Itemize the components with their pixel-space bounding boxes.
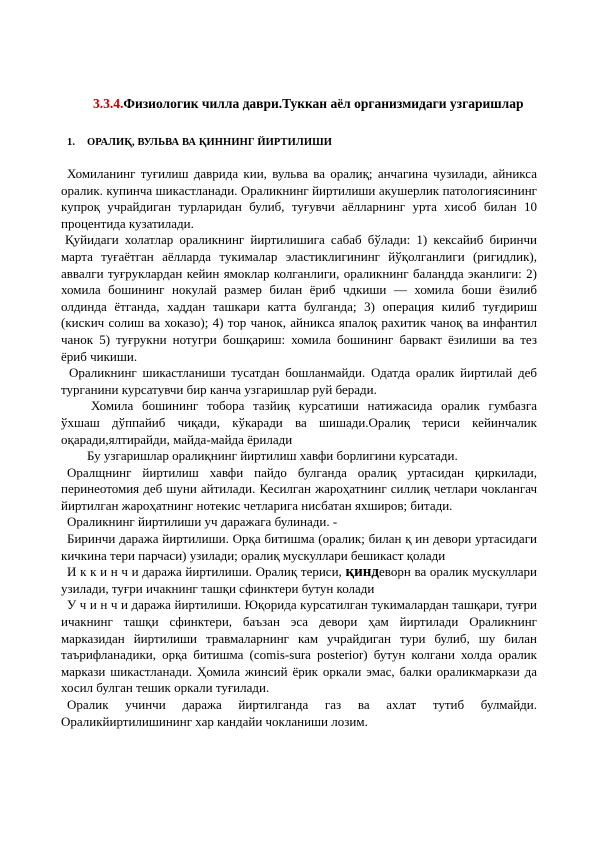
- paragraph: Бу узгаришлар оралиқнинг йиртилиш хавфи борлигини курсатади.: [87, 448, 458, 464]
- paragraph: Биринчи даража йиртилиши. Орқа битишма (оралик; билан қ ин девори уртасидаги кичкина тери парчаси) узилади; оралиқ мускуллари бешикаст қолади: [61, 531, 537, 563]
- section-title: [93, 96, 573, 113]
- paragraph-part: еворн ва оралик мускуллари узилади, туғри ичакнинг ташқи сфинктери бутун колади: [61, 564, 538, 596]
- subsection-heading: [67, 135, 332, 152]
- paragraph: Қуйидаги холатлар ораликнинг йиртилишига сабаб бўлади: 1) кексайиб биринчи марта туғаётган аёлларда тукималар эластиклигининг йўқолганлиги (ригидлик), аввалги туғруклардан кейин ямоклар колганлиги, ораликнинг баландда эканлиги: 2) хомила бошининг нокулай размер билан ёриб чдкиши — хомила боши ёзилиб олдинда ётганда, хаддан ташкари катта булганда; 3) операция килиб туғдириш (кискич солиш ва хоказо); 4) тор чанок, айникса япалоқ рахитик чаноқ ва инфантил чанок 5) туғрукни нотугри бошқариш: хомила бошининг барвакт ёзилиши ва тез ёриб чикиши.: [61, 232, 537, 364]
- subsection-heading-text: ОРАЛИҚ, ВУЛЬВА ВА ҚИННИНГ ЙИРТИЛИШИ: [87, 137, 333, 148]
- section-title-text: Физиологик чилла даври.Туккан аёл организмидаги узгаришлар: [123, 96, 524, 111]
- paragraph: Оралик учинчи даража йиртилганда газ ва ахлат тутиб булмайди. Ораликйиртилишининг хар кандайи чокланиши лозим.: [61, 697, 537, 729]
- subsection-number: 1.: [67, 137, 76, 148]
- paragraph: Ораликнинг шикастланиши тусатдан бошланмайди. Одатда оралик йиртилай деб турганини курсатувчи бир канча узгаришлар руй беради.: [61, 365, 537, 397]
- paragraph: У ч и н ч и даража йиртилиши. Юқорида курсатилган тукималардан ташқари, туғри ичакнинг ташқи сфинктери, баъзан эса девори ҳам йиртилади Ораликнинг марказидан йиртилиши травмаларнинг кам учрайдиган тури булиб, шу билан таърифланадики, орқа битишма (comis-sura posterior) бутун колгани холда оралик маркази шикастланади. Ҳомила жинсий ёрик оркали эмас, балки ораликмаркази да хосил булган тешик оркали туғилади.: [61, 597, 537, 696]
- body-text: [61, 166, 537, 730]
- paragraph: Ораликнинг йиртилиши уч даражага булинади. -: [67, 514, 338, 530]
- section-title-number: 3.3.4.: [93, 96, 124, 111]
- paragraph: Хомиланинг туғилиш даврида кии, вульва ва оралиқ; анчагина чузилади, айникса оралик. купинча шикастланади. Ораликнинг йиртилиши акушерлик патологиясининг купроқ учрайдиган турларидан булиб, туғувчи аёлларнинг урта хисоб билан 10 процентида кузатилади.: [61, 166, 537, 231]
- paragraph: [61, 564, 537, 597]
- paragraph: Хомила бошининг тобора тазйиқ курсатиши натижасида оралик гумбазга ўхшаш дўппайиб чиқади, кўкаради ва шишади.Оралиқ териси кейинчалик оқаради,ялтирайди, майда-майда ёрилади: [61, 398, 537, 447]
- paragraph-emphasis: қинд: [345, 564, 379, 581]
- paragraph: Оралщнинг йиртилиш хавфи пайдо булганда оралиқ уртасидан қиркилади, перинеотомия деб шуни айтилади. Кесилган жароҳатнинг силлиқ четлари чоклангач йиртилган жароҳатнинг нотекис четларига нисбатан яхшиpов; битади.: [61, 464, 537, 513]
- paragraph-part: И к к и н ч и даража йиртилиши. Оралиқ териси,: [67, 564, 346, 580]
